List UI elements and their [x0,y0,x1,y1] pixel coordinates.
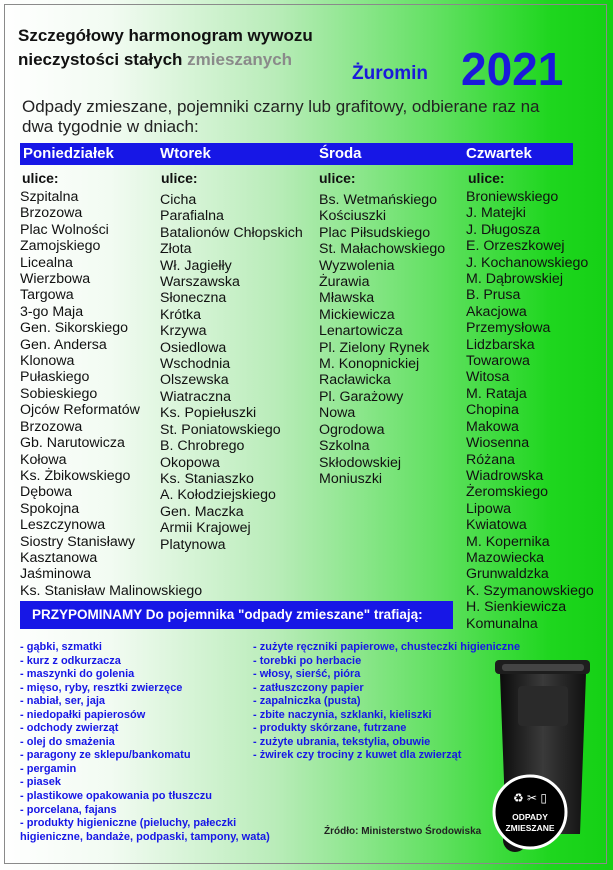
street-item: M. Konopnickiej [319,356,420,373]
street-item: Ks. Staniaszko [160,470,254,487]
day-monday: Poniedziałek [23,145,114,162]
day-wednesday: Środa [319,145,362,162]
street-item: Ks. Żbikowskiego [20,467,131,484]
year: 2021 [461,43,564,95]
street-item: Wierzbowa [20,271,91,288]
street-item: Sobieskiego [20,385,98,402]
street-item: Brzozowa [20,418,83,435]
town-name: Żuromin [352,63,428,84]
street-item: Siostry Stanisławy [20,533,136,550]
title-line-2-main: nieczystości stałych [18,50,183,69]
street-item: Makowa [466,418,519,435]
street-item: Plac Piłsudskiego [319,224,431,241]
street-item: Kwiatowa [466,517,527,534]
street-item: Kościuszki [319,208,387,225]
street-item: E. Orzeszkowej [466,238,565,255]
street-item: Dębowa [20,484,73,501]
waste-bin-icon [490,658,602,858]
svg-text:♻ ✂ ▯: ♻ ✂ ▯ [512,791,548,805]
street-item: Wyzwolenia [319,257,395,274]
street-item: Zamojskiego [20,238,101,255]
street-item: Lenartowicza [319,323,403,340]
street-item: Spokojna [20,500,80,517]
street-item: Szpitalna [20,189,79,205]
waste-item: - plastikowe opakowania po tłuszczu [20,790,212,803]
street-item: Armii Krajowej [160,520,251,537]
waste-item: - kurz z odkurzacza [20,654,121,667]
street-item: Ks. Stanisław Malinowskiego [20,582,203,599]
street-item: Gen. Andersa [20,336,107,353]
title-line-1: Szczegółowy harmonogram wywozu [18,26,313,45]
street-item: Akacjowa [466,303,527,320]
street-item: Bs. Wetmańskiego [319,192,438,208]
street-item: J. Matejki [466,205,526,222]
waste-items-right [253,641,520,763]
waste-item: - odchody zwierząt [20,722,119,735]
streets-label-thursday: ulice: [468,170,505,186]
street-item: Jaśminowa [20,566,91,583]
street-item: Krótka [160,306,202,323]
street-item: Racławicka [319,372,391,389]
waste-item: - gąbki, szmatki [20,641,102,653]
street-item: Brzozowa [20,205,83,222]
waste-item: - pergamin [20,762,77,775]
street-item: St. Poniatowskiego [160,421,281,438]
waste-item: - żwirek czy trociny z kuwet dla zwierząt [253,749,462,762]
intro-text: Odpady zmieszane, pojemniki czarny lub grafitowy, odbierane raz na dwa tygodnie w dniach: [22,97,540,136]
street-item: Platynowa [160,536,226,553]
street-item: J. Kochanowskiego [466,254,589,271]
streets-label-monday: ulice: [22,170,59,186]
street-item: B. Prusa [466,287,521,304]
street-item: Różana [466,451,515,468]
street-item: K. Szymanowskiego [466,582,594,599]
street-list-wednesday [319,192,445,487]
street-item: Mickiewicza [319,306,395,323]
street-item: Cicha [160,192,197,208]
waste-item: higieniczne, bandaże, podpaski, tampony, wata) [20,830,270,843]
waste-item: - paragony ze sklepu/bankomatu [20,749,191,762]
street-item: Plac Wolności [20,221,109,238]
street-item: Komunalna [466,615,538,632]
street-item: Lidzbarska [466,336,535,353]
street-item: A. Kołodziejskiego [160,487,276,504]
waste-item: - piasek [20,776,61,789]
street-item: Krzywa [160,323,207,340]
street-item: Ogrodowa [319,421,385,438]
waste-item: - produkty skórzane, futrzane [253,722,407,735]
street-item: Gb. Narutowicza [20,435,125,452]
waste-item: - mięso, ryby, resztki zwierzęce [20,681,183,694]
reminder-banner: PRZYPOMINAMY Do pojemnika "odpady zmieszane" trafiają: [20,601,453,629]
street-item: Pułaskiego [20,369,90,386]
waste-item: - zatłuszczony papier [253,681,364,694]
streets-label-tuesday: ulice: [161,170,198,186]
street-item: Moniuszki [319,470,383,487]
street-item: Klonowa [20,353,75,370]
street-item: Żeromskiego [466,484,549,501]
street-item: M. Dąbrowskiej [466,271,563,288]
street-item: Parafialna [160,208,224,225]
street-item: Żurawia [319,274,370,291]
street-item: Towarowa [466,353,530,370]
waste-item: - produkty higieniczne (pieluchy, pałeczki [20,817,237,830]
street-item: J. Długosza [466,221,541,238]
waste-item: - zbite naczynia, szklanki, kieliszki [253,708,432,721]
street-item: Broniewskiego [466,189,559,205]
street-item: M. Rataja [466,385,527,402]
streets-label-wednesday: ulice: [319,170,356,186]
street-item: Złota [160,241,192,258]
street-item: Szkolna [319,438,370,455]
street-item: Wiatraczna [160,388,231,405]
street-item: Pl. Garażowy [319,388,404,405]
bin-label-line2: ZMIESZANE [505,823,555,833]
street-item: Okopowa [160,454,220,471]
bin-drawing [490,658,602,858]
street-item: 3-go Maja [20,303,84,320]
street-item: Ojców Reformatów [20,402,140,419]
bin-label-line1: ODPADY [512,812,548,822]
waste-item: - włosy, sierść, pióra [253,668,361,681]
waste-item: - nabiał, ser, jaja [20,695,105,708]
street-item: B. Chrobrego [160,438,245,455]
street-item: Witosa [466,369,510,386]
title-line-2 [18,48,313,72]
street-list-thursday [466,189,594,632]
street-item: H. Sienkiewicza [466,599,567,616]
street-item: Batalionów Chłopskich [160,224,303,241]
street-item: Chopina [466,402,519,419]
waste-item: - zużyte ręczniki papierowe, chusteczki higieniczne [253,641,521,653]
street-list-tuesday [160,192,303,553]
day-tuesday: Wtorek [160,145,211,162]
street-item: Gen. Maczka [160,503,244,520]
street-item: Lipowa [466,500,511,517]
waste-item: - porcelana, fajans [20,803,117,816]
waste-item: - torebki po herbacie [253,654,362,667]
day-thursday: Czwartek [466,145,532,162]
source-note: Źródło: Ministerstwo Środowiska [324,826,482,837]
waste-item: - maszynki do golenia [20,668,135,681]
street-item: Wiosenna [466,435,530,452]
street-item: Gen. Sikorskiego [20,320,129,337]
street-item: Licealna [20,254,73,271]
street-item: Skłodowskiej [319,454,402,471]
title-line-2-muted: zmieszanych [187,50,293,69]
waste-item: - olej do smażenia [20,735,115,748]
waste-items-left [20,641,270,844]
street-item: Wschodnia [160,356,231,373]
waste-item: - niedopałki papierosów [20,708,146,721]
street-item: Pl. Zielony Rynek [319,339,430,356]
street-item: Kołowa [20,451,67,468]
waste-item: - zużyte ubrania, tekstylia, obuwie [253,735,431,748]
street-item: Wł. Jagiełły [160,257,232,274]
street-item: Ks. Popiełuszki [160,405,257,422]
street-item: M. Kopernika [466,533,550,550]
street-item: Targowa [20,287,74,304]
street-item: Słoneczna [160,290,227,307]
waste-item: - zapalniczka (pusta) [253,695,361,708]
street-item: Olszewska [160,372,229,389]
street-item: Mławska [319,290,375,307]
street-item: Grunwaldzka [466,566,549,583]
street-item: Wiadrowska [466,467,544,484]
page-title [18,24,313,72]
street-item: Nowa [319,405,356,422]
street-item: Osiedlowa [160,339,227,356]
street-item: Kasztanowa [20,549,98,566]
street-item: St. Małachowskiego [319,241,446,258]
street-item: Warszawska [160,274,240,291]
street-item: Leszczynowa [20,517,106,534]
street-item: Przemysłowa [466,320,551,337]
street-item: Mazowiecka [466,549,545,566]
